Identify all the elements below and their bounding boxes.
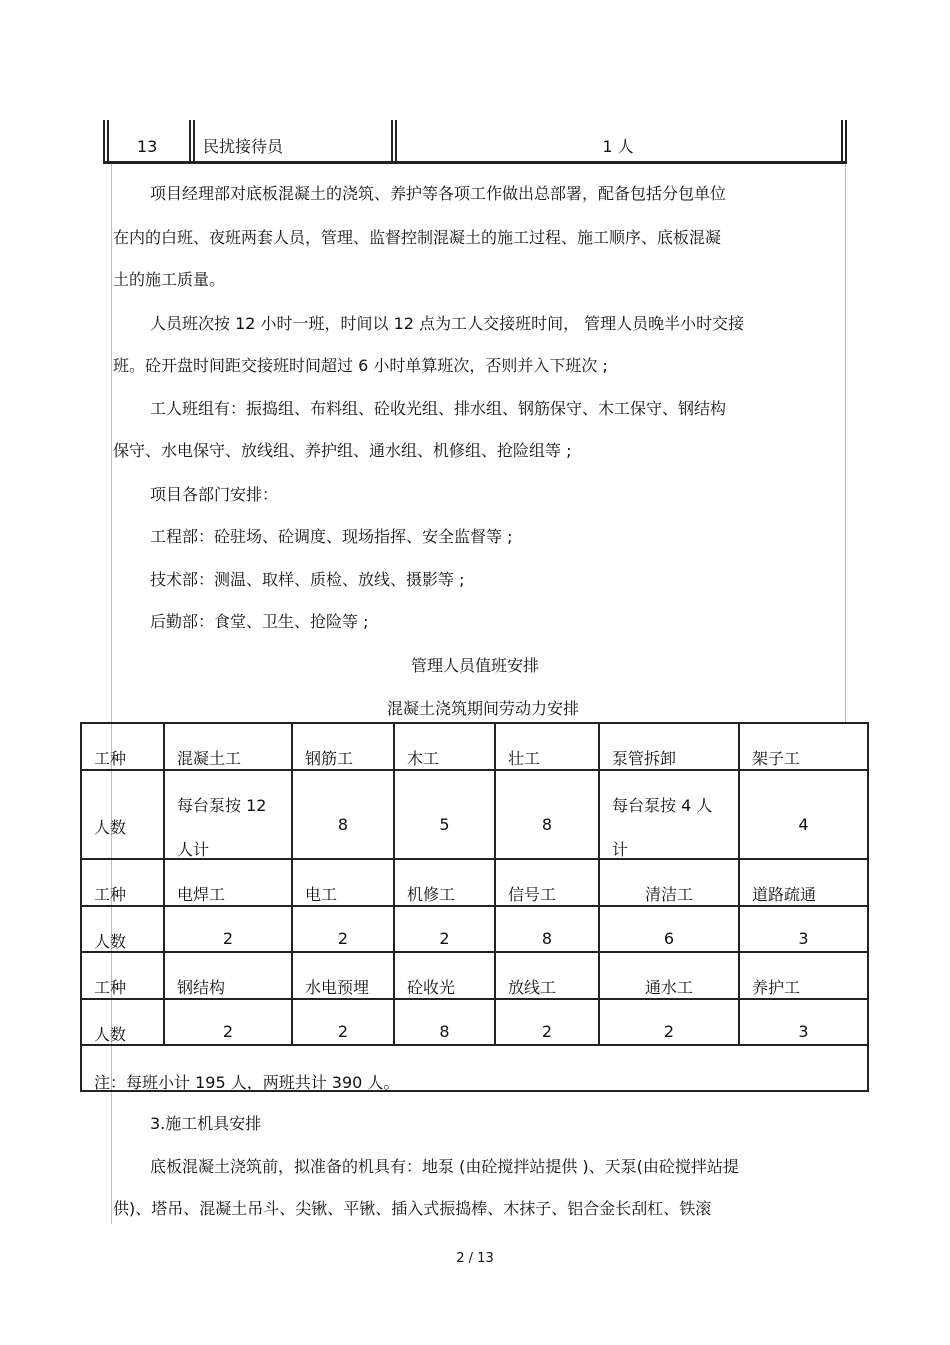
table-cell: [395, 771, 496, 860]
page-number: 2 / 13: [456, 1251, 494, 1266]
table-cell: [395, 724, 496, 771]
table-cell: [600, 953, 740, 1000]
table-cell: [293, 860, 395, 907]
table-cell: 混凝土工: [177, 749, 242, 768]
table-cell: 6: [663, 929, 675, 948]
table-row: [82, 724, 867, 771]
table-cell: 道路疏通: [752, 885, 817, 904]
row-number: 13: [137, 137, 158, 156]
table-cell: [165, 724, 293, 771]
table-cell: 电工: [305, 885, 338, 904]
table-cell: 计: [612, 840, 629, 859]
table-cell: [165, 953, 293, 1000]
table-cell: 2: [337, 929, 349, 948]
paragraph-line: 人员班次按 12 小时一班，时间以 12 点为工人交接班时间， 管理人员晚半小时交接: [150, 314, 745, 333]
table-cell: [740, 724, 867, 771]
table-cell: [165, 1000, 293, 1046]
table-cell: 钢筋工: [305, 749, 354, 768]
table-row: [82, 907, 867, 953]
paragraph-line: 项目经理部对底板混凝土的浇筑、养护等各项工作做出总部署，配备包括分包单位: [150, 184, 727, 203]
table-cell: [82, 1046, 867, 1090]
paragraph-line: 土的施工质量。: [113, 270, 226, 289]
table-cell: [496, 860, 600, 907]
table-cell: 工种: [94, 885, 127, 904]
table-cell: 每台泵按 4 人: [612, 796, 713, 815]
table-cell: [82, 953, 165, 1000]
table-cell: [496, 771, 600, 860]
table-cell: [496, 1000, 600, 1046]
table-cell: 2: [222, 929, 234, 948]
table-cell: 通水工: [644, 978, 693, 997]
table-cell: [82, 724, 165, 771]
paragraph-line: 项目各部门安排：: [150, 485, 279, 504]
table-cell: 人数: [94, 1025, 127, 1044]
table-cell: [293, 724, 395, 771]
table-cell: [740, 907, 867, 953]
table-cell: 放线工: [508, 978, 557, 997]
table-cell: 壮工: [508, 749, 541, 768]
table-cell: [496, 907, 600, 953]
table-cell: [82, 907, 165, 953]
table-cell: [395, 1000, 496, 1046]
table-cell: 5: [439, 815, 450, 834]
table-cell: [293, 1000, 395, 1046]
table-cell: [293, 953, 395, 1000]
table-cell: 信号工: [508, 885, 557, 904]
table-cell: 养护工: [752, 978, 801, 997]
table-cell: [82, 860, 165, 907]
paragraph-line: 技术部：测温、取样、质检、放线、摄影等 ;: [150, 570, 465, 589]
count-cell: 1 人: [602, 137, 634, 156]
table-cell: 钢结构: [177, 978, 226, 997]
paragraph-line: 供)、塔吊、混凝土吊斗、尖锹、平锹、插入式振捣棒、木抹子、铝合金长刮杠、铁滚: [113, 1199, 712, 1218]
table-cell: 8: [337, 815, 349, 834]
table-cell: [395, 953, 496, 1000]
table-cell: [600, 907, 740, 953]
table-cell: 架子工: [752, 749, 801, 768]
table-cell: 人数: [94, 932, 127, 951]
table-cell: [293, 907, 395, 953]
caption-duty-arrangement: 管理人员值班安排: [410, 656, 539, 675]
table-cell: [600, 860, 740, 907]
table-cell: 2: [337, 1022, 349, 1041]
table-note: 注：每班小计 195 人，两班共计 390 人。: [94, 1073, 400, 1092]
table-cell: [165, 860, 293, 907]
table-cell: [293, 771, 395, 860]
table-cell: 3: [798, 1022, 809, 1041]
table-row: [82, 860, 867, 907]
table-cell: [82, 771, 165, 860]
table-cell: [740, 1000, 867, 1046]
paragraph-line: 保守、水电保守、放线组、养护组、通水组、机修组、抢险组等 ;: [113, 441, 572, 460]
table-cell: 人计: [177, 840, 210, 859]
table-cell: 4: [798, 815, 809, 834]
table-cell: 泵管拆卸: [612, 749, 677, 768]
table-cell: 机修工: [407, 885, 456, 904]
paragraph-line: 底板混凝土浇筑前，拟准备的机具有：地泵 (由砼搅拌站提供 )、天泵(由砼搅拌站提: [150, 1157, 739, 1176]
table-cell: 2: [663, 1022, 675, 1041]
table-cell: 电焊工: [177, 885, 226, 904]
table-cell: [740, 771, 867, 860]
paragraph-line: 在内的白班、夜班两套人员，管理、监督控制混凝土的施工过程、施工顺序、底板混凝: [113, 228, 722, 247]
table-cell: [600, 724, 740, 771]
table-cell: [82, 1000, 165, 1046]
table-cell: [165, 907, 293, 953]
table-note-row: [82, 1046, 867, 1090]
table-row: [82, 1000, 867, 1046]
section-heading: 3.施工机具安排: [150, 1114, 262, 1133]
right-margin-line: [845, 164, 846, 724]
table-cell: 2: [541, 1022, 553, 1041]
table-cell: 2: [439, 929, 450, 948]
table-row: [82, 953, 867, 1000]
table-cell: 木工: [407, 749, 440, 768]
table-cell: 2: [222, 1022, 234, 1041]
table-cell: 3: [798, 929, 809, 948]
paragraph-line: 工程部：砼驻场、砼调度、现场指挥、安全监督等 ;: [150, 527, 513, 546]
table-cell: [600, 771, 740, 860]
table-cell: [740, 953, 867, 1000]
table-cell: 8: [439, 1022, 450, 1041]
table-cell: 水电预埋: [305, 978, 370, 997]
table-cell: [165, 771, 293, 860]
table-cell: 8: [541, 929, 553, 948]
paragraph-line: 后勤部：食堂、卫生、抢险等 ;: [150, 612, 369, 631]
table-cell: [496, 724, 600, 771]
table-cell: [740, 860, 867, 907]
table-cell: [395, 860, 496, 907]
top-table-fragment: [103, 120, 847, 164]
table-cell: 砼收光: [407, 978, 456, 997]
table-cell: 清洁工: [644, 885, 693, 904]
role-cell: 民扰接待员: [203, 137, 284, 156]
labor-table: [80, 722, 869, 1092]
table-cell: 工种: [94, 978, 127, 997]
table-cell: 工种: [94, 749, 127, 768]
table-row: [82, 771, 867, 860]
paragraph-line: 班。砼开盘时间距交接班时间超过 6 小时单算班次，否则并入下班次 ;: [113, 356, 608, 375]
table-cell: [395, 907, 496, 953]
table-cell: 人数: [94, 818, 127, 837]
paragraph-line: 工人班组有：振捣组、布料组、砼收光组、排水组、钢筋保守、木工保守、钢结构: [150, 399, 727, 418]
table-cell: 每台泵按 12: [177, 796, 267, 815]
table-cell: [496, 953, 600, 1000]
table-cell: [600, 1000, 740, 1046]
caption-labor-arrangement: 混凝土浇筑期间劳动力安排: [386, 699, 579, 718]
table-cell: 8: [541, 815, 553, 834]
